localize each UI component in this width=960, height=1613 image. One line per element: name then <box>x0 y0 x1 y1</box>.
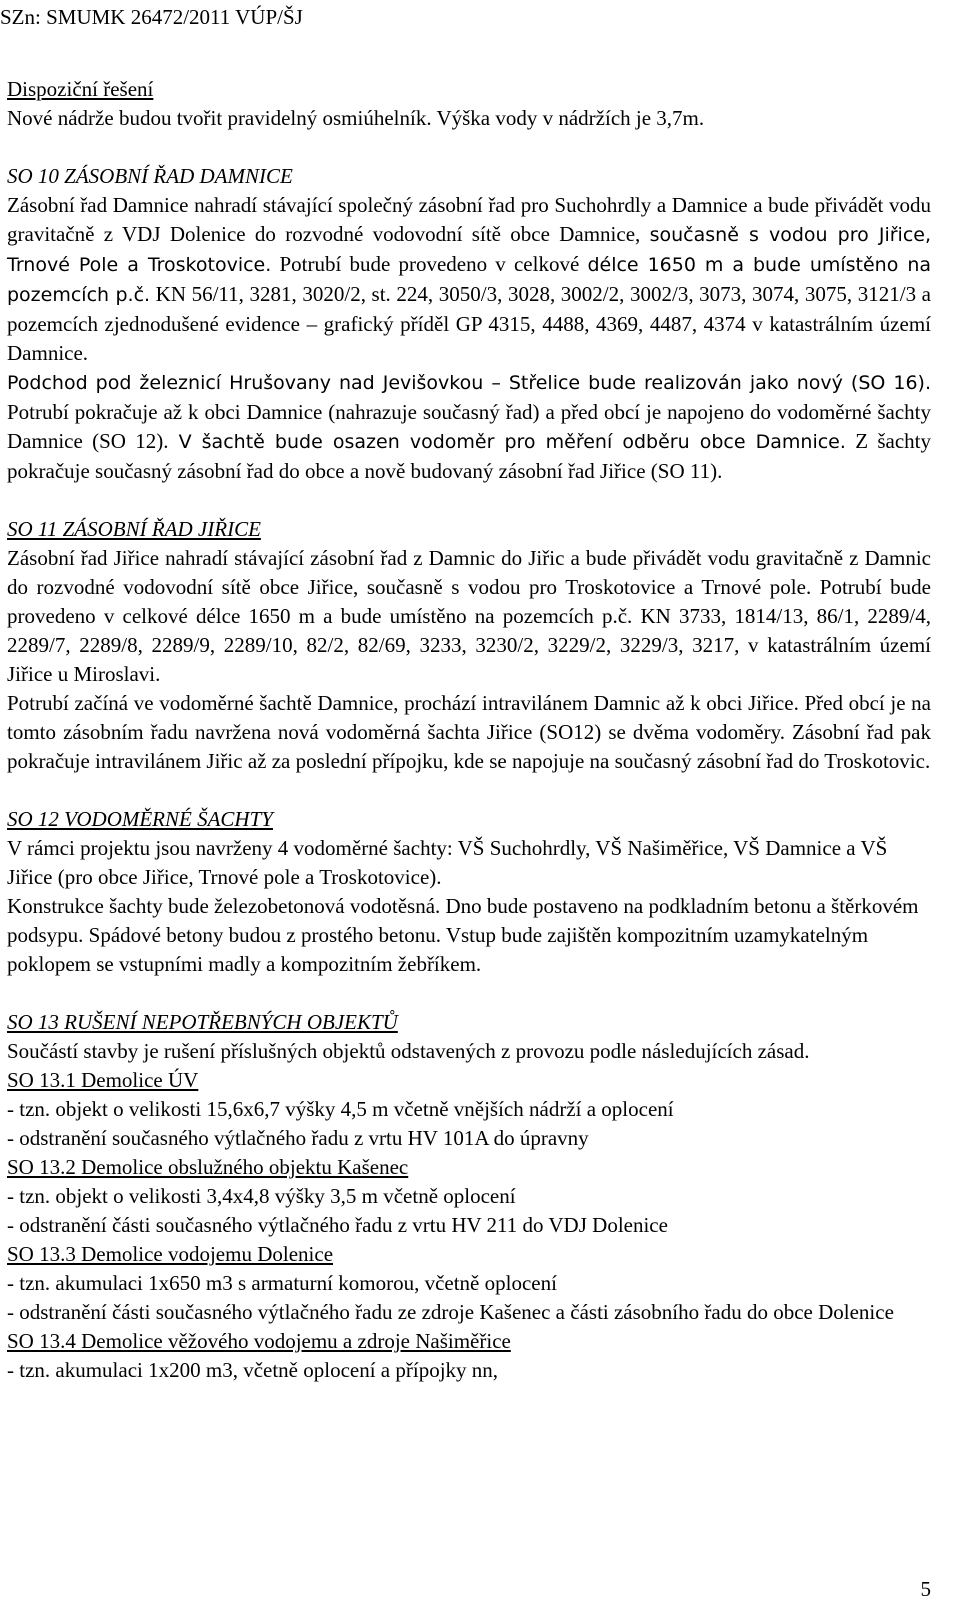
demolition-item-title: SO 13.3 Demolice vodojemu Dolenice <box>7 1242 334 1266</box>
running-header: SZn: SMUMK 26472/2011 VÚP/ŠJ <box>0 5 303 29</box>
heading-so11: SO 11 ZÁSOBNÍ ŘAD JIŘICE <box>7 517 261 541</box>
demolition-item <box>7 1066 931 1153</box>
section-so13 <box>7 1008 931 1385</box>
heading-so10: SO 10 ZÁSOBNÍ ŘAD DAMNICE <box>7 164 293 188</box>
text-run: KN 56/11, 3281, 3020/2, st. 224, 3050/3, 3028, 3002/2, 3002/3, 3073, 3074, 3075, 3121/3 a pozemcích zjednodušené evidence – grafický příděl GP 4315, 4488, 4369, 4487, 4374 v katastrálním území Damnice. <box>7 282 932 365</box>
section-dispozicni-reseni <box>7 75 931 133</box>
demolition-item-line: - tzn. objekt o velikosti 3,4x4,8 výšky 3,5 m včetně oplocení <box>7 1184 516 1208</box>
text-run: Potrubí pokračuje až k obci Damnice (nahrazuje současný řad) a před obcí je napojeno do vodoměrné šachty Damnice (SO 12). <box>7 400 931 453</box>
paragraph-so13-intro: Součástí stavby je rušení příslušných objektů odstavených z provozu podle následujících zásad. <box>7 1039 810 1063</box>
section-so12 <box>7 805 931 979</box>
paragraph-so12-1: V rámci projektu jsou navrženy 4 vodoměrné šachty: VŠ Suchohrdly, VŠ Našiměřice, VŠ Damnice a VŠ Jiřice (pro obce Jiřice, Trnové pole a Troskotovice). <box>7 836 888 889</box>
section-so11 <box>7 515 931 776</box>
demolition-item-line: - odstranění části současného výtlačného řadu z vrtu HV 211 do VDJ Dolenice <box>7 1213 668 1237</box>
demolition-item-line: - odstranění části současného výtlačného řadu ze zdroje Kašenec a části zásobního řadu do obce Dolenice <box>7 1300 894 1324</box>
spacer <box>7 776 931 805</box>
text-run: Potrubí bude provedeno v celkové <box>271 252 588 276</box>
text-run: současně s vodou pro Jiřice, Trnové Pole a Troskotovice. <box>7 224 931 276</box>
paragraph-so11-1: Zásobní řad Jiřice nahradí stávající zásobní řad z Damnic do Jiřic a bude přivádět vodu gravitačně z Damnic do rozvodné vodovodní sítě obce Jiřice, současně s vodou pro Troskotovice a Trnové pole. Potrubí bude provedeno v celkové délce 1650 m a bude umístěno na pozemcích p.č. KN 3733, 1814/13, 86/1, 2289/4, 2289/7, 2289/8, 2289/9, 2289/10, 82/2, 82/69, 3233, 3230/2, 3229/2, 3229/3, 3217, v katastrálním území Jiřice u Miroslavi. <box>7 546 931 686</box>
demolition-item-title: SO 13.2 Demolice obslužného objektu Kašenec <box>7 1155 409 1179</box>
demolition-item-line: - tzn. objekt o velikosti 15,6x6,7 výšky 4,5 m včetně vnějších nádrží a oplocení <box>7 1097 674 1121</box>
heading-so12: SO 12 VODOMĚRNÉ ŠACHTY <box>7 807 273 831</box>
demolition-item <box>7 1240 931 1327</box>
paragraph-so11-2: Potrubí začíná ve vodoměrné šachtě Damnice, prochází intravilánem Damnic až k obci Jiřice. Před obcí je na tomto zásobním řadu navržena nová vodoměrná šachta Jiřice (SO12) se dvěma vodoměry. Zásobní řad pak pokračuje intravilánem Jiřic až za poslední přípojku, kde se napojuje na současný zásobní řad do Troskotovic. <box>7 691 931 773</box>
text-run: V šachtě bude osazen vodoměr pro měření odběru obce Damnice. <box>168 431 846 453</box>
demolition-item-title: SO 13.4 Demolice věžového vodojemu a zdroje Našiměřice <box>7 1329 511 1353</box>
page-number: 5 <box>920 1577 931 1601</box>
section-so10 <box>7 162 931 486</box>
text-run: délce 1650 m a bude umístěno na pozemcích p.č. <box>7 254 932 306</box>
spacer <box>7 486 931 515</box>
document-body <box>7 75 931 1385</box>
demolition-item-title: SO 13.1 Demolice ÚV <box>7 1068 199 1092</box>
text-run: Zásobní řad Damnice nahradí stávající společný zásobní řad pro Suchohrdly a Damnice a bude přivádět vodu gravitačně z VDJ Dolenice do rozvodné vodovodní sítě obce Damnice, <box>7 193 931 246</box>
section-title-dispozicni: Dispoziční řešení <box>7 77 154 101</box>
demolition-item <box>7 1153 931 1240</box>
demolition-item-line: - tzn. akumulaci 1x200 m3, včetně oplocení a přípojky nn, <box>7 1358 499 1382</box>
paragraph-so10-2 <box>7 368 931 486</box>
demolition-item-line: - odstranění současného výtlačného řadu z vrtu HV 101A do úpravny <box>7 1126 589 1150</box>
paragraph-so12-2: Konstrukce šachty bude železobetonová vodotěsná. Dno bude postaveno na podkladním betonu a štěrkovém podsypu. Spádové betony budou z prostého betonu. Vstup bude zajištěn kompozitním uzamykatelným poklopem se vstupními madly a kompozitním žebříkem. <box>7 894 919 976</box>
demolition-item <box>7 1327 931 1385</box>
text-run: Z šachty pokračuje současný zásobní řad do obce a nově budovaný zásobní řad Jiřice (SO 11). <box>7 429 931 483</box>
paragraph-dispozicni: Nové nádrže budou tvořit pravidelný osmiúhelník. Výška vody v nádržích je 3,7m. <box>7 106 705 130</box>
demolition-item-line: - tzn. akumulaci 1x650 m3 s armaturní komorou, včetně oplocení <box>7 1271 557 1295</box>
heading-so13: SO 13 RUŠENÍ NEPOTŘEBNÝCH OBJEKTŮ <box>7 1010 398 1034</box>
spacer <box>7 979 931 1008</box>
text-run: Podchod pod železnicí Hrušovany nad Jevišovkou – Střelice bude realizován jako nový (SO 16). <box>7 372 931 394</box>
spacer <box>7 133 931 162</box>
paragraph-so10-1 <box>7 191 931 368</box>
